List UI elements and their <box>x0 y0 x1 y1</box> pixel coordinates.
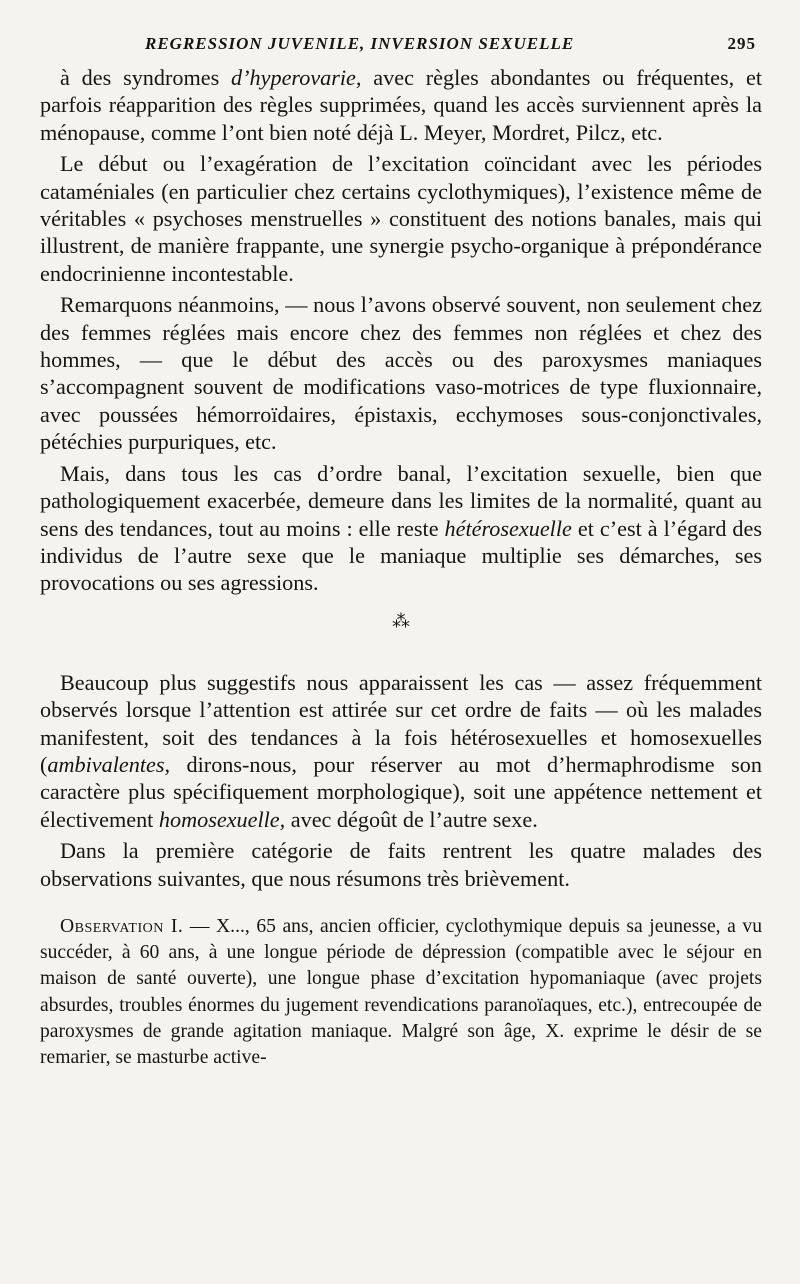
paragraph-premiere-categorie <box>40 837 762 892</box>
italic-term: d’hyperovarie, <box>231 65 362 90</box>
italic-term: hétérosexuelle <box>444 515 572 541</box>
paragraph-beaucoup <box>40 669 762 833</box>
text-run: avec dégoût de l’autre sexe. <box>285 806 538 832</box>
running-head <box>40 30 762 64</box>
observation-block <box>40 914 762 1071</box>
text-run: et c’est à l’égard des individus de l’autre sexe que le maniaque multiplie ses démarches, ses provocations ou ses agressions. <box>40 515 762 596</box>
text-run: — X..., 65 ans, ancien officier, cyclothymique depuis sa jeunesse, a vu succéder, à 60 ans, à une longue période de dépression (compatible avec le séjour en maison de santé ouverte), une longue phase d’excitation hypomaniaque (avec projets absurdes, troubles énormes du jugement revendications paranoïaques, etc.), entrecoupée de paroxysmes de grande agitation maniaque. Malgré son âge, X. exprime le désir de se remarier, se masturbe active- <box>40 915 762 1068</box>
observation-paragraph <box>40 914 762 1071</box>
text-run: Beaucoup plus suggestifs nous apparaissent les cas — assez fréquemment observés lorsque l’attention est attirée sur cet ordre de faits — où les malades manifestent, soit des tendances à la fois hétérosexuelles et homosexuelles ( <box>40 669 762 777</box>
italic-term: homosexuelle, <box>158 806 286 832</box>
paragraph-catameniales <box>40 150 762 287</box>
paragraph-remarquons <box>40 291 762 455</box>
observation-label: Observation I. <box>60 915 184 937</box>
paragraph-hyperovarie <box>40 64 762 146</box>
asterism-divider: ⁂ <box>392 610 410 631</box>
text-run: Remarquons néanmoins, — nous l’avons observé souvent, non seulement chez des femmes réglées mais encore chez des femmes non réglées et chez des hommes, — que le début des accès ou des paroxysmes maniaques s’accompagnent souvent de modifications vaso-motrices de type fluxionnaire, avec poussées hémorroïdaires, épistaxis, ecchymoses sous-conjonctivales, pétéchies purpuriques, etc. <box>40 292 762 455</box>
page-number: 295 <box>727 34 756 53</box>
text-run: Dans la première catégorie de faits rentrent les quatre malades des observations suivantes, que nous résumons très brièvement. <box>40 838 762 891</box>
running-title: REGRESSION JUVENILE, INVERSION SEXUELLE <box>145 34 575 53</box>
paragraph-mais <box>40 460 762 597</box>
text-run: Mais, dans tous les cas d’ordre banal, l’excitation sexuelle, bien que pathologiquement exacerbée, demeure dans les limites de la normalité, quant au sens des tendances, tout au moins : elle reste <box>40 460 762 541</box>
body-text <box>40 64 762 892</box>
text-run: à des syndromes <box>60 65 232 90</box>
text-run: avec règles abondantes ou fréquentes, et parfois réapparition des règles supprimées, quand les accès surviennent après la ménopause, comme l’ont bien noté déjà L. Meyer, Mordret, Pilcz, etc. <box>40 65 762 145</box>
italic-term: ambivalentes, <box>47 751 171 777</box>
text-run: Le début ou l’exagération de l’excitation coïncidant avec les périodes cataméniales (en particulier chez certains cyclothymiques), l’existence même de véritables « psychoses menstruelles » constituent des notions banales, mais qui illustrent, de manière frappante, une synergie psycho-organique à prépondérance endocrinienne incontestable. <box>40 151 762 286</box>
text-run: dirons-nous, pour réserver au mot d’hermaphrodisme son caractère plus spécifiquement morphologique), soit une appétence nettement et électivement <box>40 751 762 832</box>
